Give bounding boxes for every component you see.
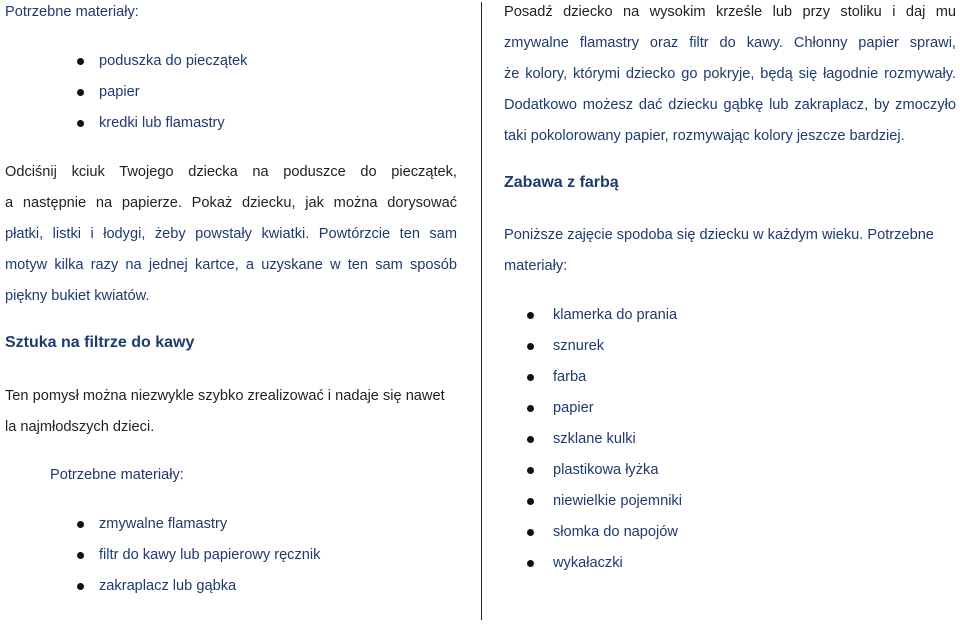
list-item: klamerka do prania [504, 300, 944, 331]
paragraph-paint-intro [504, 220, 956, 282]
bullet-icon [527, 374, 534, 381]
bullet-icon [527, 560, 534, 567]
bullet-icon [527, 343, 534, 350]
list-item: poduszka do pieczątek [5, 46, 445, 77]
materials-label-1: Potrzebne materiały: [5, 4, 139, 20]
bullet-icon [77, 552, 84, 559]
list-item: filtr do kawy lub papierowy ręcznik [5, 540, 445, 571]
paragraph-line: Ten pomysł można niezwykle szybko zrealizować i nadaje się nawet [5, 388, 445, 404]
list-item: niewielkie pojemniki [504, 486, 944, 517]
paragraph-line: że kolory, którymi dziecko go pokryje, będą się łagodnie rozmywały. [504, 66, 956, 82]
bullet-icon [527, 312, 534, 319]
paragraph-line: piękny bukiet kwiatów. [5, 288, 150, 304]
list-item: sznurek [504, 331, 944, 362]
paragraph-line: zmywalne flamastry oraz filtr do kawy. Chłonny papier sprawi, [504, 35, 956, 51]
paragraph-line: la najmłodszych dzieci. [5, 419, 155, 435]
list-item: kredki lub flamastry [5, 108, 445, 139]
list-item: farba [504, 362, 944, 393]
bullet-icon [527, 467, 534, 474]
column-divider [481, 2, 482, 620]
list-item: słomka do napojów [504, 517, 944, 548]
bullet-icon [527, 498, 534, 505]
list-item: zmywalne flamastry [5, 509, 445, 540]
paragraph-line: Posadź dziecko na wysokim krześle lub przy stoliku i daj mu [504, 4, 956, 20]
left-column [5, 0, 457, 624]
paragraph-line: motyw kilka razy na jednej kartce, a uzyskane w ten sam sposób [5, 257, 457, 273]
list-item: papier [5, 77, 445, 108]
paragraph-line: Dodatkowo możesz dać dziecku gąbkę lub zakraplacz, by zmoczyło [504, 97, 956, 113]
paragraph-coffee-instructions [504, 0, 956, 152]
list-item: szklane kulki [504, 424, 944, 455]
list-item: papier [504, 393, 944, 424]
materials-list-1 [5, 46, 445, 139]
paragraph-line: a następnie na papierze. Pokaż dziecku, jak można dorysować [5, 195, 457, 211]
section-heading-paint: Zabawa z farbą [504, 174, 619, 191]
list-item: plastikowa łyżka [504, 455, 944, 486]
bullet-icon [77, 521, 84, 528]
bullet-icon [527, 529, 534, 536]
materials-label-2: Potrzebne materiały: [50, 467, 184, 483]
paragraph-line: Poniższe zajęcie spodoba się dziecku w każdym wieku. Potrzebne [504, 227, 934, 243]
section-heading-coffee-filter: Sztuka na filtrze do kawy [5, 334, 195, 351]
bullet-icon [527, 405, 534, 412]
bullet-icon [77, 58, 84, 65]
paragraph-line: Odciśnij kciuk Twojego dziecka na poduszce do pieczątek, [5, 164, 457, 180]
bullet-icon [77, 583, 84, 590]
bullet-icon [77, 89, 84, 96]
paragraph-line: materiały: [504, 258, 568, 274]
bullet-icon [527, 436, 534, 443]
list-item: wykałaczki [504, 548, 944, 579]
materials-list-paint [504, 300, 944, 579]
bullet-icon [77, 120, 84, 127]
right-column [504, 0, 956, 624]
list-item: zakraplacz lub gąbka [5, 571, 445, 602]
paragraph-fingerprint [5, 157, 457, 312]
paragraph-line: taki pokolorowany papier, rozmywając kolory jeszcze bardziej. [504, 128, 905, 144]
materials-list-2 [5, 509, 445, 602]
paragraph-coffee-filter [5, 381, 457, 443]
paragraph-line: płatki, listki i łodygi, żeby powstały kwiatki. Powtórzcie ten sam [5, 226, 457, 242]
